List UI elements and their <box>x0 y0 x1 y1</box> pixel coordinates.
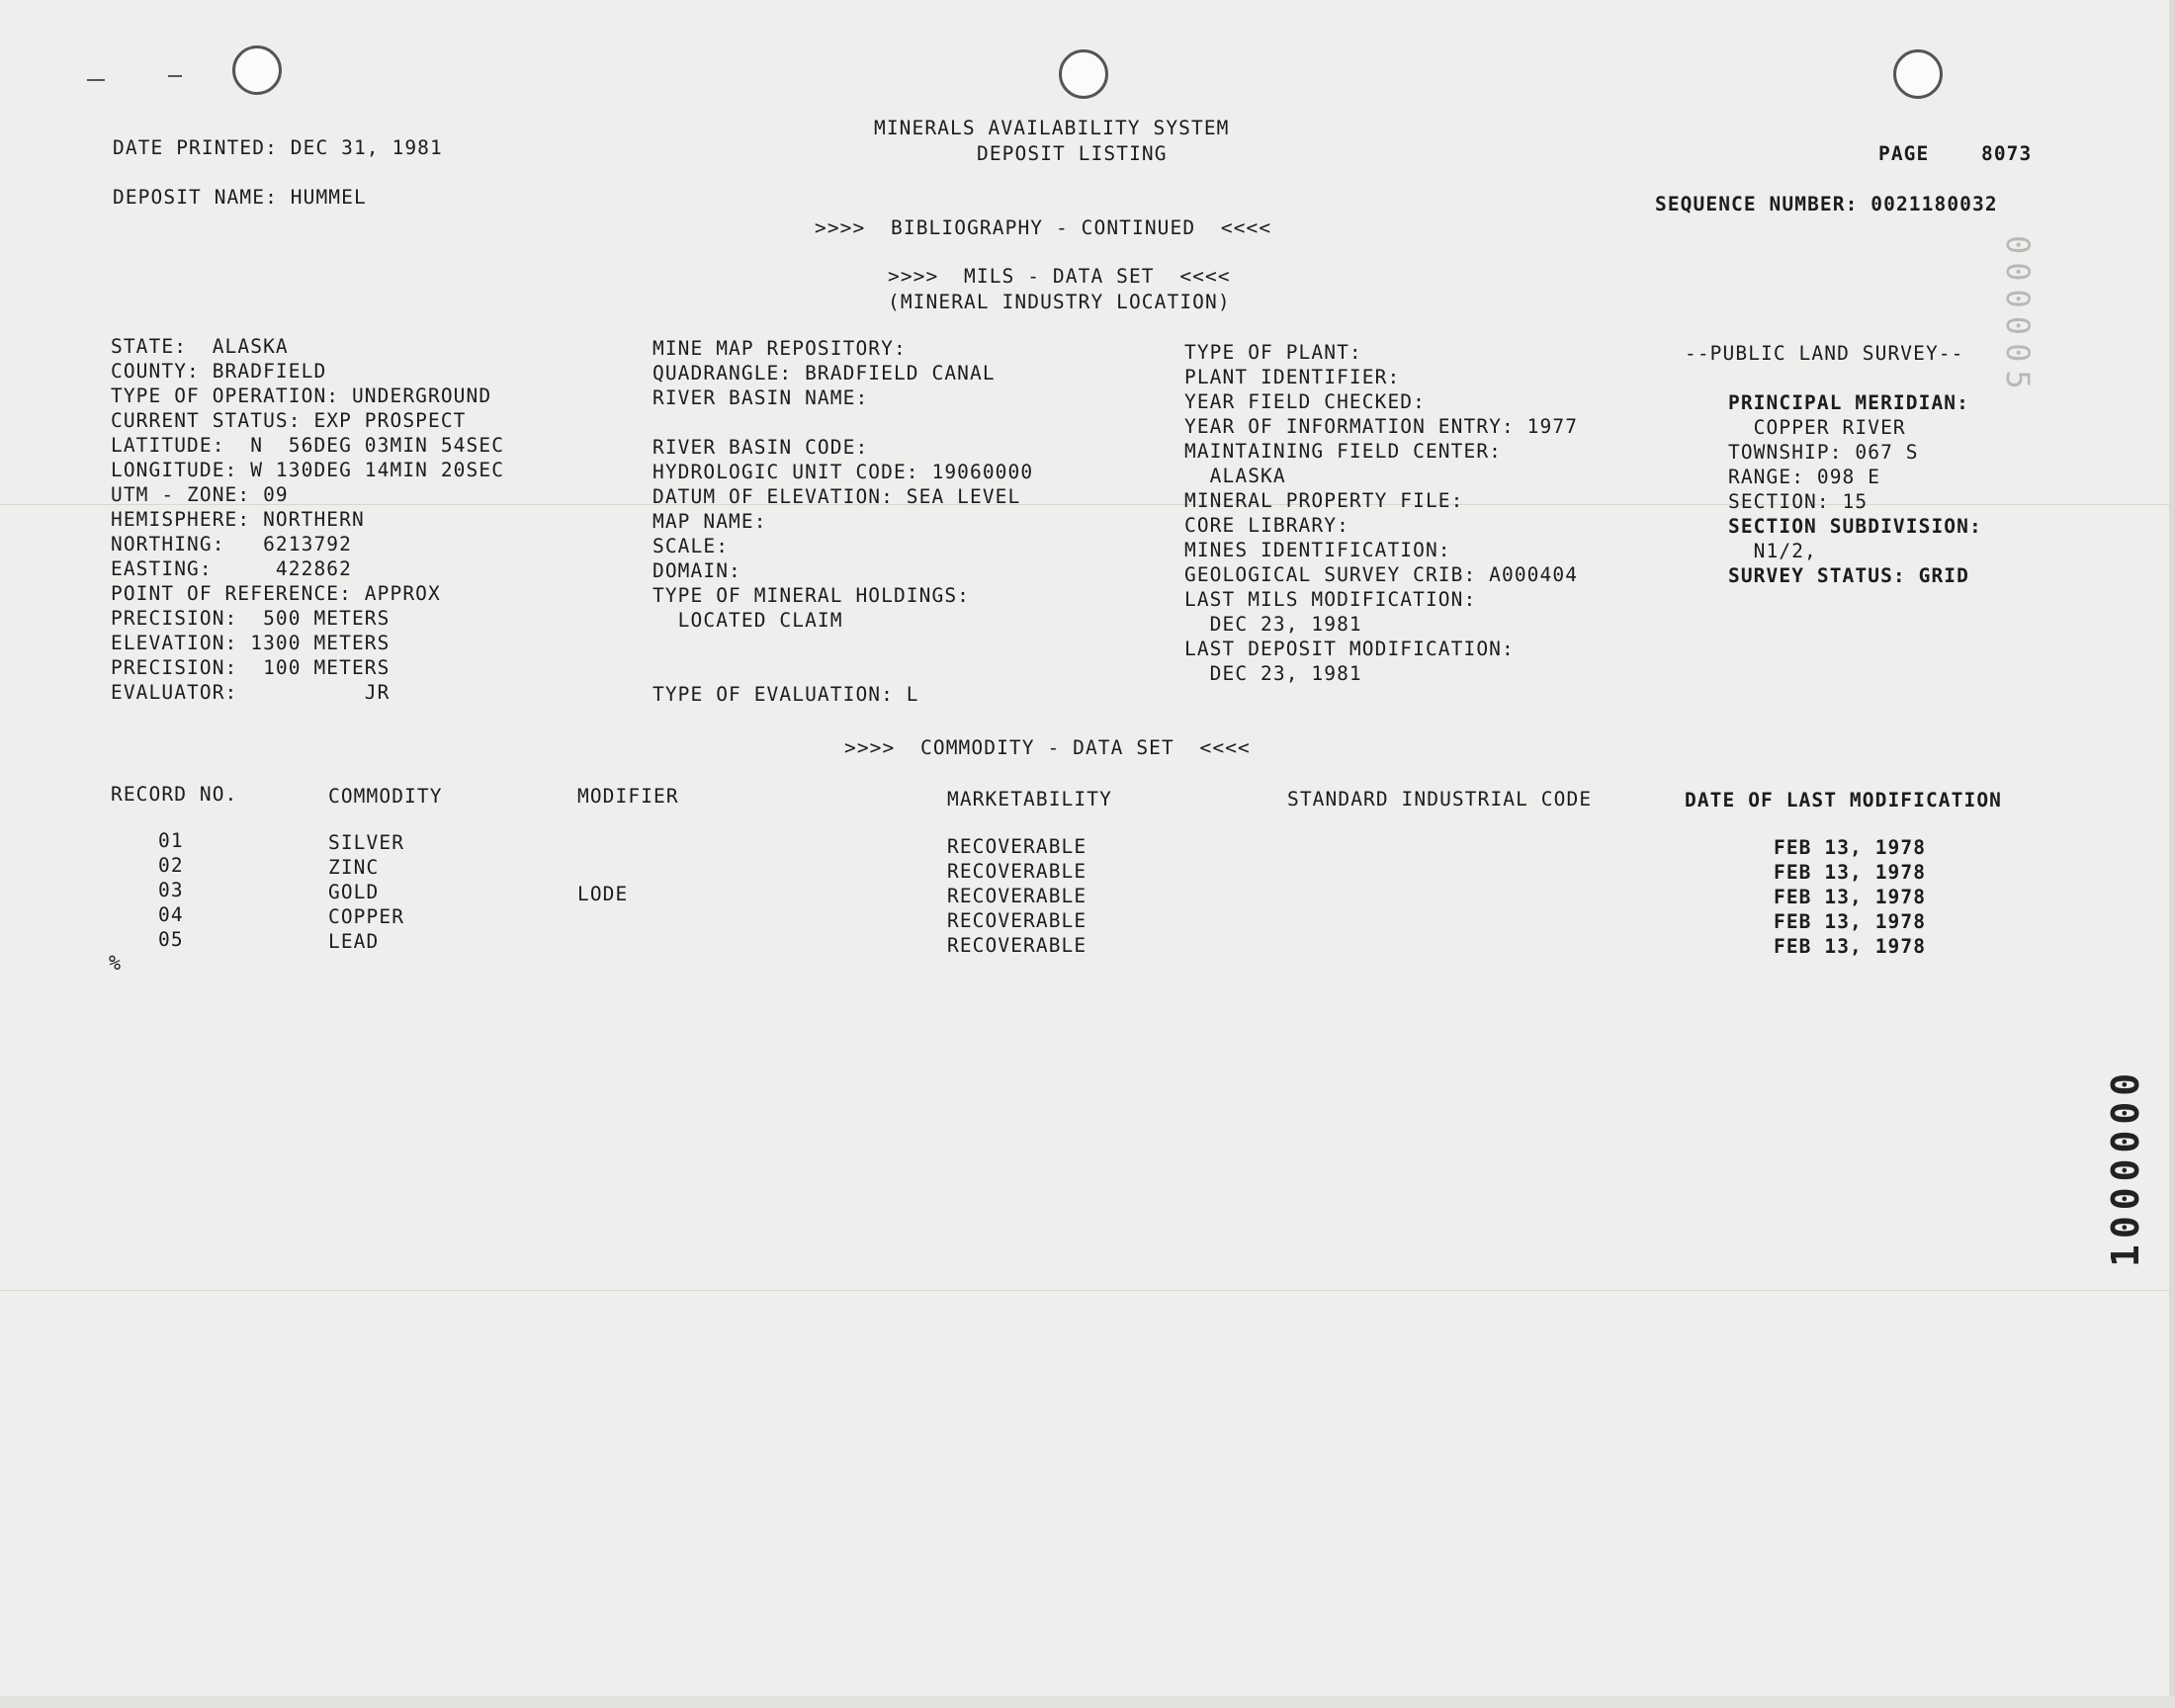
cell-commodity: ZINC <box>328 856 380 879</box>
page-bottom-edge <box>0 1696 2175 1708</box>
field-line: TOWNSHIP: 067 S <box>1728 441 1919 464</box>
date-printed: DATE PRINTED: DEC 31, 1981 <box>113 136 443 159</box>
field-line: GEOLOGICAL SURVEY CRIB: A000404 <box>1184 563 1579 586</box>
header-record-no: RECORD NO. <box>111 783 238 806</box>
field-line: ALASKA <box>1184 465 1286 487</box>
field-line: N1/2, <box>1728 540 1817 562</box>
field-line: PLANT IDENTIFIER: <box>1184 366 1401 388</box>
field-line: EASTING: 422862 <box>111 557 352 580</box>
cell-marketability: RECOVERABLE <box>947 860 1088 883</box>
field-line: DEC 23, 1981 <box>1184 613 1362 636</box>
cell-commodity: GOLD <box>328 881 380 903</box>
field-line: COUNTY: BRADFIELD <box>111 360 327 383</box>
field-line: MINE MAP REPOSITORY: <box>652 337 907 360</box>
field-line <box>652 657 1033 682</box>
field-line: POINT OF REFERENCE: APPROX <box>111 582 441 605</box>
scan-line <box>0 1290 2175 1291</box>
field-line: YEAR FIELD CHECKED: <box>1184 390 1426 413</box>
field-line: SECTION SUBDIVISION: <box>1728 515 1982 538</box>
mils-column-plant <box>1184 340 1578 686</box>
bibliography-heading: >>>> BIBLIOGRAPHY - CONTINUED <<<< <box>815 216 1272 239</box>
cell-date: FEB 13, 1978 <box>1774 861 1927 884</box>
cell-record: 02 <box>158 854 184 877</box>
end-marker: % <box>109 951 122 975</box>
cell-commodity: COPPER <box>328 905 405 928</box>
header-marketability: MARKETABILITY <box>947 788 1112 811</box>
field-line: MAP NAME: <box>652 510 767 533</box>
listing-title: DEPOSIT LISTING <box>977 142 1168 165</box>
field-line: SECTION: 15 <box>1728 490 1869 513</box>
field-line: MAINTAINING FIELD CENTER: <box>1184 440 1502 463</box>
field-line: ELEVATION: 1300 METERS <box>111 632 391 654</box>
header-date-modified: DATE OF LAST MODIFICATION <box>1685 789 2002 811</box>
mils-subheading: (MINERAL INDUSTRY LOCATION) <box>888 291 1231 313</box>
field-line: RIVER BASIN NAME: <box>652 386 869 409</box>
header-modifier: MODIFIER <box>577 785 679 808</box>
cell-commodity: LEAD <box>328 930 380 953</box>
public-land-survey-title: --PUBLIC LAND SURVEY-- <box>1685 342 1964 365</box>
page-label: PAGE <box>1878 142 1930 165</box>
field-line <box>652 633 1033 657</box>
field-line: TYPE OF EVALUATION: L <box>652 683 919 706</box>
pen-mark <box>168 75 182 77</box>
field-line: YEAR OF INFORMATION ENTRY: 1977 <box>1184 415 1579 438</box>
mils-heading: >>>> MILS - DATA SET <<<< <box>888 265 1231 288</box>
stamp-number: 1000000 <box>2104 1067 2147 1267</box>
pen-mark <box>87 79 105 81</box>
field-line: EVALUATOR: JR <box>111 681 391 704</box>
cell-date: FEB 13, 1978 <box>1774 836 1927 859</box>
page-number: 8073 <box>1981 142 2033 165</box>
field-line: MINES IDENTIFICATION: <box>1184 539 1451 561</box>
field-line: DATUM OF ELEVATION: SEA LEVEL <box>652 485 1021 508</box>
field-line: RIVER BASIN CODE: <box>652 436 869 459</box>
field-line: NORTHING: 6213792 <box>111 533 352 555</box>
field-line: QUADRANGLE: BRADFIELD CANAL <box>652 362 996 384</box>
mils-column-map <box>652 336 1033 707</box>
system-title: MINERALS AVAILABILITY SYSTEM <box>874 117 1230 139</box>
punch-hole-left <box>232 45 282 95</box>
field-line: TYPE OF OPERATION: UNDERGROUND <box>111 384 492 407</box>
field-line: SCALE: <box>652 535 730 557</box>
field-line: UTM - ZONE: 09 <box>111 483 289 506</box>
field-line: TYPE OF MINERAL HOLDINGS: <box>652 584 970 607</box>
field-line: DOMAIN: <box>652 559 741 582</box>
field-line: LATITUDE: N 56DEG 03MIN 54SEC <box>111 434 505 457</box>
cell-modifier: LODE <box>577 883 629 905</box>
cell-record: 01 <box>158 829 184 852</box>
sequence-number: SEQUENCE NUMBER: 0021180032 <box>1655 193 1998 215</box>
punch-hole-center <box>1059 49 1108 99</box>
cell-date: FEB 13, 1978 <box>1774 935 1927 958</box>
field-line: TYPE OF PLANT: <box>1184 341 1362 364</box>
cell-marketability: RECOVERABLE <box>947 885 1088 907</box>
field-line: LAST MILS MODIFICATION: <box>1184 588 1477 611</box>
field-line: PRECISION: 500 METERS <box>111 607 391 630</box>
header-commodity: COMMODITY <box>328 785 443 808</box>
cell-commodity: SILVER <box>328 831 405 854</box>
mils-column-survey <box>1728 390 1982 588</box>
field-line: HEMISPHERE: NORTHERN <box>111 508 365 531</box>
commodity-heading: >>>> COMMODITY - DATA SET <<<< <box>844 736 1251 759</box>
field-line: SURVEY STATUS: GRID <box>1728 564 1969 587</box>
cell-record: 05 <box>158 928 184 951</box>
cell-marketability: RECOVERABLE <box>947 909 1088 932</box>
field-line: MINERAL PROPERTY FILE: <box>1184 489 1464 512</box>
field-line: STATE: ALASKA <box>111 335 289 358</box>
field-line: RANGE: 098 E <box>1728 466 1881 488</box>
field-line: PRECISION: 100 METERS <box>111 656 391 679</box>
mils-column-location <box>111 334 504 705</box>
field-line: LAST DEPOSIT MODIFICATION: <box>1184 638 1515 660</box>
field-line <box>652 410 1033 435</box>
field-line: PRINCIPAL MERIDIAN: <box>1728 391 1969 414</box>
field-line: LONGITUDE: W 130DEG 14MIN 20SEC <box>111 459 505 481</box>
field-line: HYDROLOGIC UNIT CODE: 19060000 <box>652 461 1034 483</box>
punch-hole-right <box>1893 49 1943 99</box>
field-line: COPPER RIVER <box>1728 416 1906 439</box>
cell-record: 03 <box>158 879 184 901</box>
cell-date: FEB 13, 1978 <box>1774 886 1927 908</box>
cell-date: FEB 13, 1978 <box>1774 910 1927 933</box>
cell-marketability: RECOVERABLE <box>947 934 1088 957</box>
page-edge <box>2169 0 2175 1708</box>
field-line: LOCATED CLAIM <box>652 609 843 632</box>
field-line: CURRENT STATUS: EXP PROSPECT <box>111 409 467 432</box>
header-sic: STANDARD INDUSTRIAL CODE <box>1287 788 1593 811</box>
deposit-name: DEPOSIT NAME: HUMMEL <box>113 186 367 209</box>
cell-record: 04 <box>158 903 184 926</box>
field-line: DEC 23, 1981 <box>1184 662 1362 685</box>
field-line: CORE LIBRARY: <box>1184 514 1349 537</box>
cell-marketability: RECOVERABLE <box>947 835 1088 858</box>
faint-stamp-number: 000005 <box>1999 235 2037 397</box>
